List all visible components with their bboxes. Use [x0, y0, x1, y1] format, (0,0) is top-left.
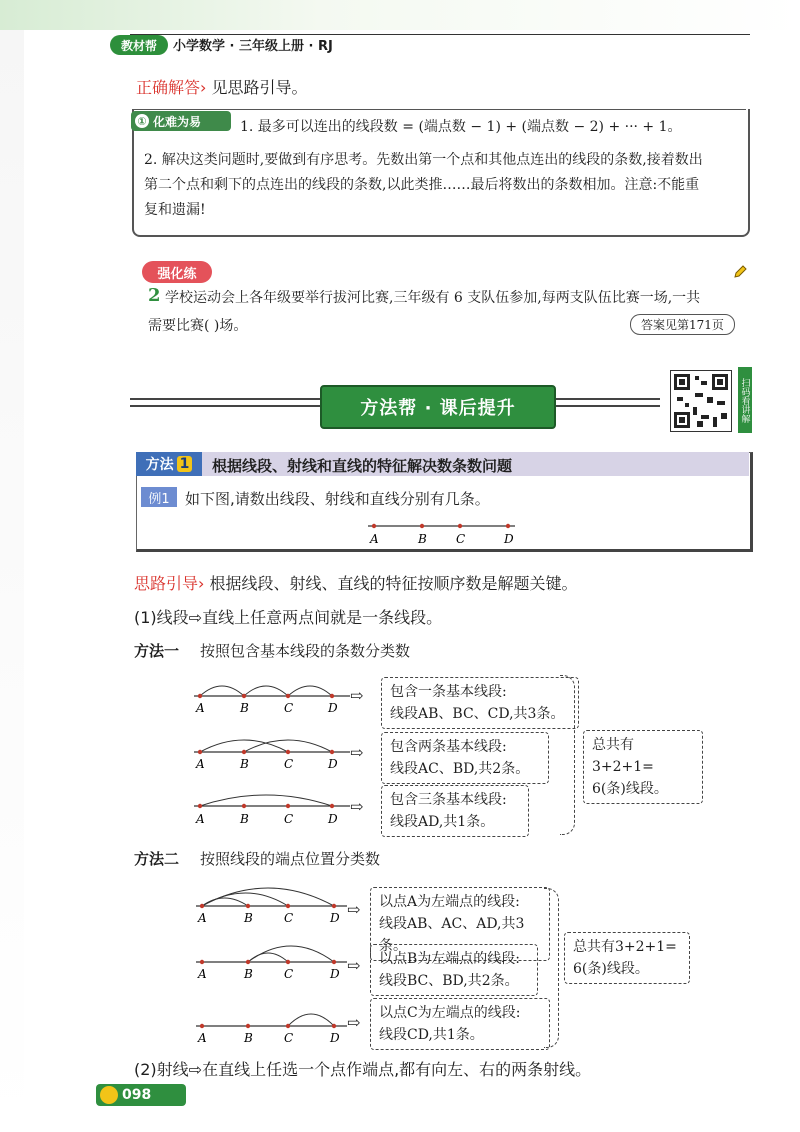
part-2-text: (2)射线⇨在直线上任选一个点作端点,都有向左、右的两条射线。 [134, 1060, 592, 1079]
brace [560, 675, 575, 835]
arrow-icon: ⇨ [350, 797, 364, 816]
example-tag: 例1 [141, 487, 177, 507]
way2-desc: 按照线段的端点位置分类数 [200, 850, 381, 868]
svg-text:A: A [198, 911, 207, 925]
svg-text:B: B [244, 967, 253, 981]
box-line: 包含一条基本线段: [390, 684, 507, 700]
point-c [458, 524, 462, 528]
arrow-icon: ⇨ [347, 900, 361, 919]
point-b [420, 524, 424, 528]
answer-text: 见思路引导。 [211, 78, 308, 97]
box-line: 线段AB、AC、AD,共3条。 [379, 916, 525, 954]
practice-line-2: 需要比赛( )场。 [148, 318, 248, 334]
tip-badge [131, 111, 231, 131]
qr-tab: 扫码看讲解 [738, 367, 752, 433]
box-line: 线段CD,共1条。 [379, 1027, 484, 1043]
svg-text:B: B [240, 757, 249, 771]
tip-line-2a: 2. 解决这类问题时,要做到有序思考。先数出第一个点和其他点连出的线段的条数,接着数出 [144, 152, 703, 168]
way2-box-3 [370, 998, 550, 1050]
box-line: 包含两条基本线段: [390, 739, 507, 755]
section-banner: 方法帮 · 课后提升 [320, 385, 556, 429]
way2-total-box [564, 932, 690, 984]
way1-desc: 按照包含基本线段的条数分类数 [200, 642, 411, 660]
guide-label: 思路引导 [134, 574, 199, 593]
arrow-icon: ⇨ [350, 743, 364, 762]
practice-line-1: 学校运动会上各年级要举行拔河比赛,三年级有 6 支队伍参加,每两支队伍比赛一场,一共 [165, 290, 701, 306]
tip-line-1: 1. 最多可以连出的线段数 = (端点数 − 1) + (端点数 − 2) + ··· + 1。 [240, 119, 682, 135]
example-text: 如下图,请数出线段、射线和直线分别有几条。 [185, 490, 490, 508]
method-number: 1 [177, 456, 193, 472]
tip-number: ① [135, 114, 149, 128]
svg-text:D: D [328, 812, 338, 826]
svg-text:A: A [196, 812, 205, 826]
tip-box-top [132, 109, 746, 110]
way2-figures [192, 874, 372, 1054]
mascot-icon [100, 1086, 118, 1104]
guide-text: 根据线段、射线、直线的特征按顺序数是解题关键。 [209, 574, 578, 593]
arrow-icon: ⇨ [350, 686, 364, 705]
box-line: 以点C为左端点的线段: [379, 1005, 521, 1021]
answer-line: 正确解答› 见思路引导。 [136, 78, 308, 97]
page-number-badge [96, 1084, 186, 1106]
label-b: B [418, 532, 427, 546]
svg-text:D: D [328, 701, 338, 715]
total-line: 6(条)线段。 [573, 961, 649, 977]
svg-text:B: B [240, 812, 249, 826]
svg-text:B: B [244, 911, 253, 925]
way1-box-1 [381, 677, 579, 729]
svg-text:A: A [196, 757, 205, 771]
part-1-text: (1)线段⇨直线上任意两点间就是一条线段。 [134, 608, 443, 627]
svg-text:A: A [196, 701, 205, 715]
book-logo: 教材帮 [110, 35, 168, 55]
svg-text:C: C [284, 757, 294, 771]
svg-text:C: C [284, 812, 294, 826]
pencil-icon [733, 265, 747, 279]
svg-text:C: C [284, 911, 294, 925]
practice-badge: 强化练 [142, 261, 212, 283]
box-line: 线段BC、BD,共2条。 [379, 973, 519, 989]
box-line: 线段AC、BD,共2条。 [390, 761, 530, 777]
qr-code-icon [671, 371, 731, 431]
book-title: 小学数学 · 三年级上册 · RJ [173, 39, 333, 54]
box-line: 以点A为左端点的线段: [379, 894, 520, 910]
svg-text:C: C [284, 1031, 294, 1045]
page-number: 098 [122, 1087, 152, 1103]
method-title: 根据线段、射线和直线的特征解决数条数问题 [212, 457, 513, 475]
point-a [372, 524, 376, 528]
qr-code[interactable] [670, 370, 732, 432]
box-line: 以点B为左端点的线段: [379, 951, 521, 967]
practice-number: 2 [148, 285, 161, 306]
tip-line-2c: 复和遗漏! [144, 202, 206, 218]
box-line: 线段AD,共1条。 [390, 814, 495, 830]
label-d: D [504, 532, 514, 546]
svg-text:C: C [284, 701, 294, 715]
example-line-figure [360, 518, 530, 546]
label-a: A [370, 532, 379, 546]
method-tag-label: 方法 [145, 457, 174, 473]
header-strip [0, 0, 800, 30]
box-line: 线段AB、BC、CD,共3条。 [390, 706, 565, 722]
svg-text:A: A [198, 1031, 207, 1045]
tip-badge-text: 化难为易 [153, 114, 202, 129]
way2-title: 方法二 [134, 850, 180, 868]
total-line: 总共有3+2+1= [573, 939, 677, 955]
method-tag [136, 452, 202, 476]
svg-text:B: B [244, 1031, 253, 1045]
guide-line: 思路引导› 根据线段、射线、直线的特征按顺序数是解题关键。 [134, 574, 578, 593]
label-c: C [456, 532, 466, 546]
svg-text:D: D [330, 1031, 340, 1045]
total-line: 总共有3+2+1= [592, 737, 654, 775]
svg-text:D: D [330, 967, 340, 981]
arrow-icon: ⇨ [347, 956, 361, 975]
svg-text:C: C [284, 967, 294, 981]
answer-reference: 答案见第171页 [630, 314, 735, 335]
way1-title: 方法一 [134, 642, 180, 660]
way1-box-3 [381, 785, 529, 837]
point-d [506, 524, 510, 528]
box-line: 包含三条基本线段: [390, 792, 507, 808]
svg-text:B: B [240, 701, 249, 715]
svg-text:A: A [198, 967, 207, 981]
tip-line-2b: 第二个点和剩下的点连出的线段的条数,以此类推……最后将数出的条数相加。注意:不能重 [144, 177, 700, 193]
total-line: 6(条)线段。 [592, 781, 668, 797]
brace [544, 888, 559, 1048]
svg-text:D: D [328, 757, 338, 771]
way2-box-2 [370, 944, 538, 996]
answer-label: 正确解答 [136, 78, 201, 97]
page-edge [0, 0, 24, 1132]
way1-box-2 [381, 732, 549, 784]
tip-line-2 [144, 148, 744, 223]
way1-total-box [583, 730, 703, 804]
arrow-icon: ⇨ [347, 1013, 361, 1032]
svg-text:D: D [330, 911, 340, 925]
